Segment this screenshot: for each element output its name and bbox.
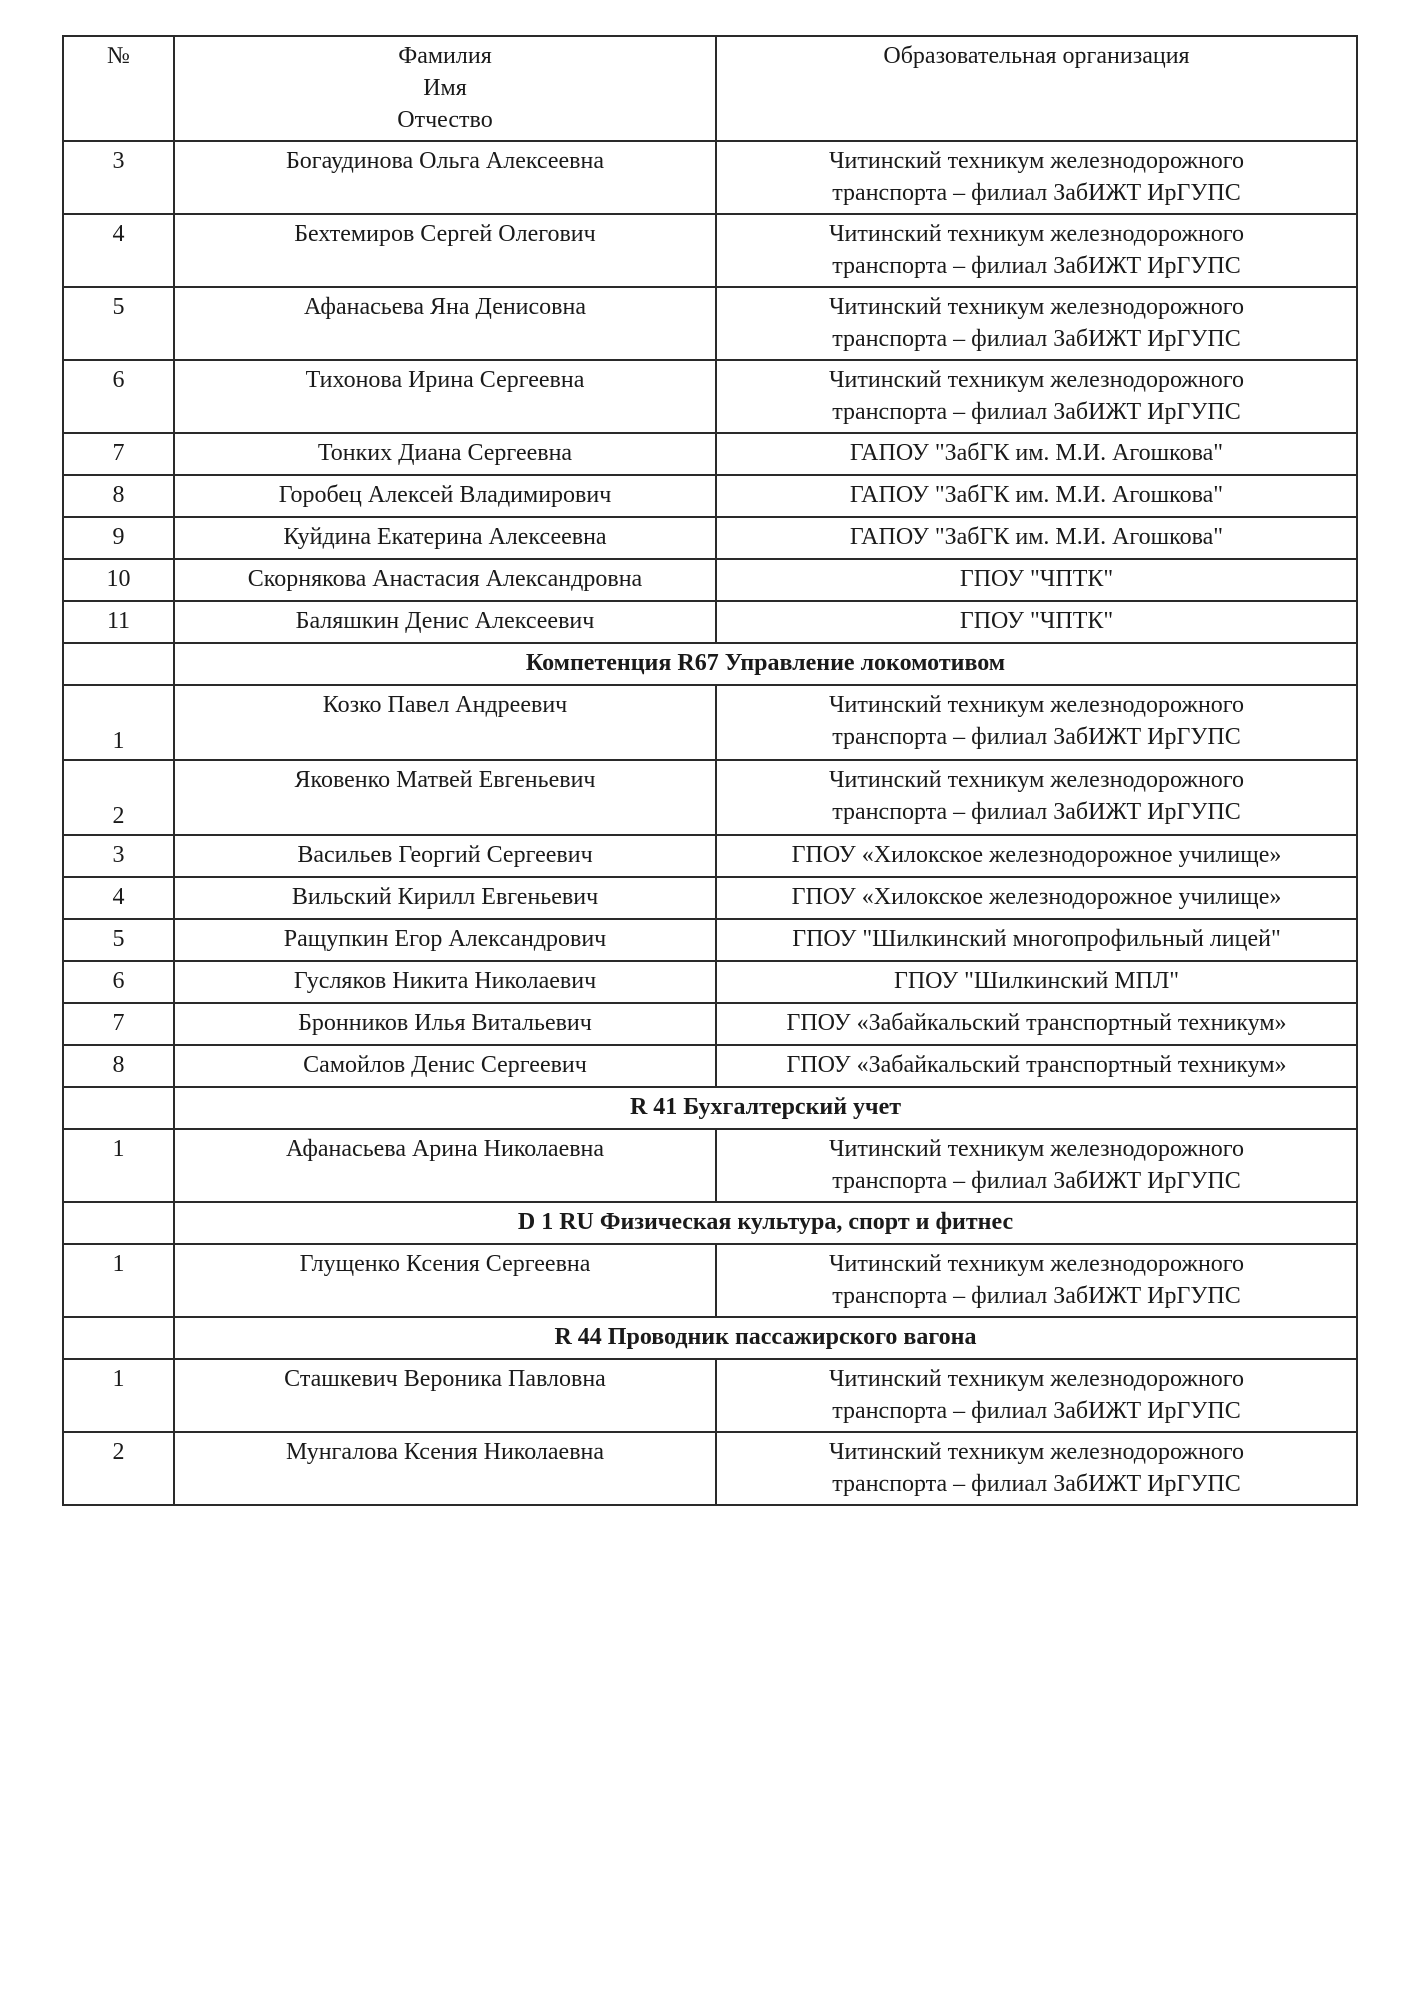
organization [716, 1244, 1357, 1317]
organization-line: Читинский техникум железнодорожного [828, 148, 1245, 174]
table-row [63, 1045, 1357, 1087]
organization [716, 517, 1357, 559]
organization [716, 475, 1357, 517]
table-row [63, 601, 1357, 643]
table-row [63, 877, 1357, 919]
organization [716, 1003, 1357, 1045]
table-row [63, 760, 1357, 835]
organization-line: ГАПОУ "ЗабГК им. М.И. Агошкова" [849, 482, 1224, 508]
organization-line: Читинский техникум железнодорожного [828, 1251, 1245, 1277]
table-row [63, 517, 1357, 559]
table-row [63, 961, 1357, 1003]
organization [716, 360, 1357, 433]
organization-line: транспорта – филиал ЗабИЖТ ИрГУПС [832, 399, 1241, 425]
header-org: Образовательная организация [716, 36, 1357, 141]
organization [716, 141, 1357, 214]
row-number: 8 [63, 475, 174, 517]
section-title: Компетенция R67 Управление локомотивом [174, 643, 1357, 685]
row-number: 4 [63, 214, 174, 287]
organization-line: ГПОУ "Шилкинский МПЛ" [893, 968, 1180, 994]
section-num-empty [63, 1202, 174, 1244]
participant-name: Козко Павел Андреевич [174, 685, 716, 760]
participant-name: Тихонова Ирина Сергеевна [174, 360, 716, 433]
section-header-row [63, 1202, 1357, 1244]
organization-line: транспорта – филиал ЗабИЖТ ИрГУПС [832, 1471, 1241, 1497]
organization-line: Читинский техникум железнодорожного [828, 1439, 1245, 1465]
table-body [63, 36, 1357, 1505]
section-header-row [63, 1317, 1357, 1359]
section-header-row [63, 643, 1357, 685]
organization-line: Читинский техникум железнодорожного [828, 1136, 1245, 1162]
header-fio-surname: Фамилия [398, 43, 492, 69]
row-number: 2 [63, 1432, 174, 1505]
row-number: 7 [63, 433, 174, 475]
row-number: 11 [63, 601, 174, 643]
organization-line: транспорта – филиал ЗабИЖТ ИрГУПС [832, 799, 1241, 825]
row-number: 6 [63, 360, 174, 433]
organization-line: ГАПОУ "ЗабГК им. М.И. Агошкова" [849, 524, 1224, 550]
section-num-empty [63, 643, 174, 685]
organization [716, 1129, 1357, 1202]
table-row [63, 360, 1357, 433]
organization [716, 961, 1357, 1003]
table-row [63, 141, 1357, 214]
section-title: D 1 RU Физическая культура, спорт и фитнес [174, 1202, 1357, 1244]
row-number: 1 [63, 1244, 174, 1317]
row-number: 1 [63, 1359, 174, 1432]
organization [716, 214, 1357, 287]
table-header-row [63, 36, 1357, 141]
row-number: 7 [63, 1003, 174, 1045]
organization-line: транспорта – филиал ЗабИЖТ ИрГУПС [832, 1168, 1241, 1194]
participant-name: Бронников Илья Витальевич [174, 1003, 716, 1045]
participants-table [62, 35, 1358, 1506]
organization [716, 1432, 1357, 1505]
participant-name: Горобец Алексей Владимирович [174, 475, 716, 517]
organization-line: Читинский техникум железнодорожного [828, 221, 1245, 247]
organization-line: Читинский техникум железнодорожного [828, 294, 1245, 320]
row-number: 8 [63, 1045, 174, 1087]
table-row [63, 1129, 1357, 1202]
table-row [63, 475, 1357, 517]
table-row [63, 1432, 1357, 1505]
participant-name: Васильев Георгий Сергеевич [174, 835, 716, 877]
organization-line: ГПОУ «Забайкальский транспортный техникум» [786, 1052, 1287, 1078]
organization [716, 1359, 1357, 1432]
header-fio [174, 36, 716, 141]
table-row [63, 685, 1357, 760]
row-number: 5 [63, 919, 174, 961]
organization-line: Читинский техникум железнодорожного [828, 692, 1245, 718]
header-num: № [63, 36, 174, 141]
organization-line: ГПОУ «Хилокское железнодорожное училище» [791, 842, 1282, 868]
table-row [63, 559, 1357, 601]
table-row [63, 433, 1357, 475]
table-row [63, 919, 1357, 961]
organization-line: транспорта – филиал ЗабИЖТ ИрГУПС [832, 253, 1241, 279]
participant-name: Вильский Кирилл Евгеньевич [174, 877, 716, 919]
row-number: 5 [63, 287, 174, 360]
participant-name: Самойлов Денис Сергеевич [174, 1045, 716, 1087]
row-number: 10 [63, 559, 174, 601]
participant-name: Бехтемиров Сергей Олегович [174, 214, 716, 287]
participant-name: Афанасьева Яна Денисовна [174, 287, 716, 360]
row-number: 9 [63, 517, 174, 559]
row-number: 2 [63, 760, 174, 835]
participant-name: Глущенко Ксения Сергеевна [174, 1244, 716, 1317]
participant-name: Баляшкин Денис Алексеевич [174, 601, 716, 643]
organization-line: ГПОУ «Забайкальский транспортный техникум» [786, 1010, 1287, 1036]
organization [716, 287, 1357, 360]
participant-name: Скорнякова Анастасия Александровна [174, 559, 716, 601]
participant-name: Афанасьева Арина Николаевна [174, 1129, 716, 1202]
organization-line: транспорта – филиал ЗабИЖТ ИрГУПС [832, 180, 1241, 206]
section-title: R 41 Бухгалтерский учет [174, 1087, 1357, 1129]
document-page [62, 35, 1356, 1506]
organization-line: транспорта – филиал ЗабИЖТ ИрГУПС [832, 1283, 1241, 1309]
row-number: 3 [63, 141, 174, 214]
organization-line: ГПОУ «Хилокское железнодорожное училище» [791, 884, 1282, 910]
organization-line: ГПОУ "Шилкинский многопрофильный лицей" [792, 926, 1281, 952]
organization-line: транспорта – филиал ЗабИЖТ ИрГУПС [832, 1398, 1241, 1424]
organization-line: ГПОУ "ЧПТК" [959, 566, 1114, 592]
header-fio-patronymic: Отчество [397, 107, 493, 133]
organization [716, 433, 1357, 475]
section-num-empty [63, 1087, 174, 1129]
participant-name: Куйдина Екатерина Алексеевна [174, 517, 716, 559]
participant-name: Мунгалова Ксения Николаевна [174, 1432, 716, 1505]
row-number: 4 [63, 877, 174, 919]
organization-line: транспорта – филиал ЗабИЖТ ИрГУПС [832, 326, 1241, 352]
organization-line: Читинский техникум железнодорожного [828, 367, 1245, 393]
header-fio-name: Имя [423, 75, 467, 101]
organization [716, 685, 1357, 760]
row-number: 1 [63, 685, 174, 760]
section-title: R 44 Проводник пассажирского вагона [174, 1317, 1357, 1359]
row-number: 6 [63, 961, 174, 1003]
participant-name: Богаудинова Ольга Алексеевна [174, 141, 716, 214]
organization-line: Читинский техникум железнодорожного [828, 1366, 1245, 1392]
table-row [63, 1003, 1357, 1045]
participant-name: Яковенко Матвей Евгеньевич [174, 760, 716, 835]
organization [716, 919, 1357, 961]
table-row [63, 1244, 1357, 1317]
participant-name: Гусляков Никита Николаевич [174, 961, 716, 1003]
section-num-empty [63, 1317, 174, 1359]
organization [716, 760, 1357, 835]
organization [716, 601, 1357, 643]
row-number: 3 [63, 835, 174, 877]
organization-line: ГАПОУ "ЗабГК им. М.И. Агошкова" [849, 440, 1224, 466]
table-row [63, 287, 1357, 360]
organization [716, 559, 1357, 601]
participant-name: Ращупкин Егор Александрович [174, 919, 716, 961]
organization-line: ГПОУ "ЧПТК" [959, 608, 1114, 634]
organization [716, 877, 1357, 919]
organization [716, 835, 1357, 877]
participant-name: Сташкевич Вероника Павловна [174, 1359, 716, 1432]
section-header-row [63, 1087, 1357, 1129]
row-number: 1 [63, 1129, 174, 1202]
table-row [63, 835, 1357, 877]
organization-line: Читинский техникум железнодорожного [828, 767, 1245, 793]
table-row [63, 1359, 1357, 1432]
organization [716, 1045, 1357, 1087]
participant-name: Тонких Диана Сергеевна [174, 433, 716, 475]
table-row [63, 214, 1357, 287]
organization-line: транспорта – филиал ЗабИЖТ ИрГУПС [832, 724, 1241, 750]
